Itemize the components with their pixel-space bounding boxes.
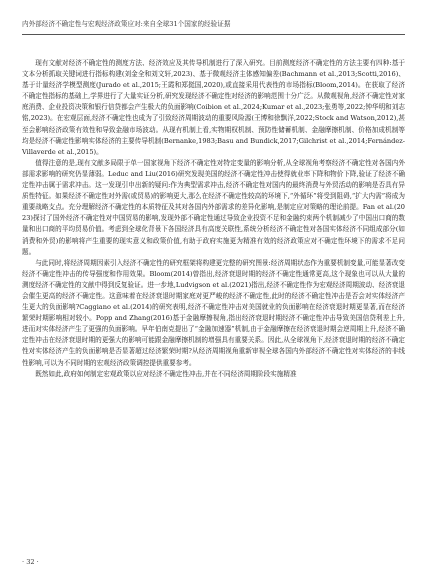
paragraph-2: 值得注意的是,现有文献多局限于单一国家视角下经济不确定性对特定变量的影响分析,从全球视角考察经济不确定性对各国内外部需求影响的研究仍显薄弱。Leduc and Liu(2016)研究发现美国的经济不确定性冲击使得就业率下降和物价下降,验证了经济不确定性冲击属于需求冲击。这一发现引申出新的疑问:作为典型需求冲击,经济不确定性对国内的最终消费与外贸活动的影响是否具有异质性特征。如果经济不确定性对外需(或贸易)的影响更大,那么在经济不确定性较高的环境下,“外循环”将受到阻碍,“扩大内需”将成为重要战略支点。充分理解经济不确定性的本质特征及其对各国内外部需求的差异化影响,是制定应对策略的理论前提。Fan et al.(2023)探讨了国外经济不确定性对中国贸易的影响,发现外部不确定性通过导致企业投资不足和金融约束两个机制减少了中国出口商的数量和出口商的平均贸易价值。考虑到全球化背景下各国经济具有高度关联性,系统分析经济不确定性对各国实体经济不同组成部分(如消费和外贸)的影响将产生重要的现实意义和政策价值,有助于政府实施更为精准有效的经济政策应对不确定性环境下的需求不足问题。 [22, 158, 405, 256]
paragraph-3: 与此同时,将经济周期因素引入经济不确定性的研究框架将构建更完整的研究图景:经济周期状态作为重要机制变量,可能显著改变经济不确定性冲击的传导强度和作用效果。Bloom(2014)曾指出,经济衰退时期的经济不确定性通常更高,这个现象也可以从大量的测度经济不确定性的文献中得到反复验证。进一步地,Ludvigson et al.(2021)指出,经济不确定性作为宏观经济周期波动、经济衰退会催生更高的经济不确定性。这意味着在经济衰退时期家庭对更严峻的经济不确定性,此时的经济不确定性冲击是否会对实体经济产生更大的负面影响?Caggiano et al.(2014)的研究表明,经济不确定性冲击对美国就业的负面影响在经济衰退时期更显著,而在经济繁荣时期影响相对较小。Popp and Zhang(2016)基于金融摩擦视角,指出经济衰退时期经济不确定性冲击导致美国信贷利差上升,进而对实体经济产生了更强的负面影响。早年伯南克提出了“金融加速器”机制,由于金融摩擦在经济衰退时期会逆周期上升,经济不确定性冲击在经济衰退时期的更强大的影响可能跟金融摩擦机制的增强具有重要关系。因此,从全球视角下,经济衰退时期的经济不确定性对实体经济产生的负面影响是否显著超过经济繁荣时期?从经济周期视角重新审视全球各国内外部经济不确定性对实体经济的非线性影响,可以为不同时期的宏观经济政策调控提供重要参考。 [22, 258, 405, 367]
paragraph-4: 既然如此,政府如何制定宏观政策以应对经济不确定性冲击,并在不同经济周期阶段实施精准 [35, 369, 297, 378]
article-body [22, 58, 405, 380]
page-number: · 32 · [22, 558, 39, 566]
paragraph-1: 现有文献对经济不确定性的测度方法、经济效应及其传导机制进行了深入研究。目前测度经济不确定性的方法主要有四种:基于文本分析抓取关键词进行指标构建(刘金全和刘文轩,2023)、基于微观经济主体感知偏差(Bachmann et al.,2013;Scotti,2016)、基于计量经济学模型测度(Jurado et al.,2015;王霞和郑挺国,2020),或直接采用代表性的市场指标(Bloom,2014)。在获取了经济不确定性指标的基础上,学界进行了大量实证分析,研究发现经济不确定性对经济的影响范围十分广泛。从微观视角,经济不确定性对家庭消费、企业投资决策和银行信贷都会产生极大的负面影响(Coibion et al.,2024;Kumar et al.,2023;张勇等,2022;钟华明和刘志铭,2023)。在宏观层面,经济不确定性也成为了引致经济周期波动的重要风险源(王博和徐飘洋,2022;Stock and Watson,2012),甚至会影响经济政策有效性和导致金融市场波动。从现有机制上看,实物期权机制、预防性储蓄机制、金融摩擦机制、价格加成机制等均是经济不确定性影响实体经济的主要传导机制(Bernanke,1983;Basu and Bundick,2017;Gilchrist et al.,2014;Fernández-Villaverde et al.,2015)。 [22, 59, 405, 156]
running-header: 内外部经济不确定性与宏观经济政策应对:来自全球31个国家的经验证据 [22, 20, 405, 35]
